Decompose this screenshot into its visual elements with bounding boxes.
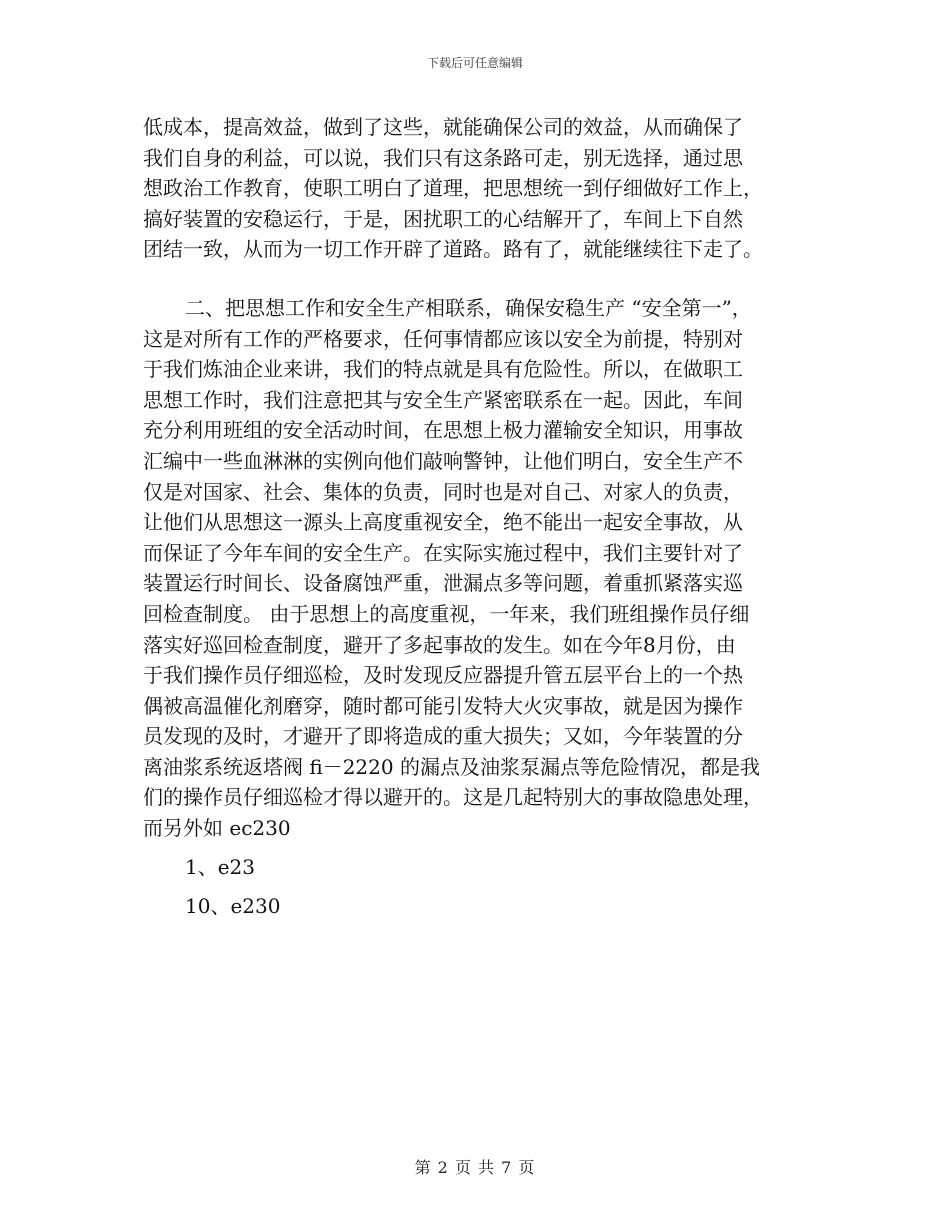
paragraph-line: 落实好巡回检查制度，避开了多起事故的发生。如在今年8月份，由 [143,632,736,657]
paragraph-line: 回检查制度。 由于思想上的高度重视，一年来，我们班组操作员仔细 [143,601,750,626]
paragraph-line: 们的操作员仔细巡检才得以避开的。这是几起特别大的事故隐患处理， [143,785,763,810]
paragraph-line: 偶被高温催化剂磨穿，随时都可能引发特大火灾事故，就是因为操作 [143,693,743,718]
paragraph-2 [143,293,823,844]
paragraph-1 [143,112,823,265]
page-number: 第 2 页 共 7 页 [414,1158,536,1177]
paragraph-line: 搞好装置的安稳运行，于是，困扰职工的心结解开了，车间上下自然 [143,206,743,231]
download-note: 下载后可任意编辑 [426,56,523,70]
paragraph-line: 装置运行时间长、设备腐蚀严重，泄漏点多等问题，着重抓紧落实巡 [143,571,743,596]
paragraph-line: 于我们炼油企业来讲，我们的特点就是具有危险性。所以，在做职工 [143,357,743,382]
paragraph-line: 思想工作时，我们注意把其与安全生产紧密联系在一起。因此，车间 [143,387,743,412]
paragraph-line: 二、把思想工作和安全生产相联系，确保安稳生产 “安全第一”， [185,295,752,320]
paragraph-line: 想政治工作教育，使职工明白了道理，把思想统一到仔细做好工作上， [143,176,763,201]
paragraph-line: 低成本，提高效益，做到了这些，就能确保公司的效益，从而确保了 [143,115,743,139]
document-body [143,112,823,926]
paragraph-line: 而另外如 ec230 [143,816,291,841]
list-item: 1、e23 [185,854,256,879]
paragraph-line: 这是对所有工作的严格要求，任何事情都应该以安全为前提，特别对 [143,326,743,351]
list-item: 10、e230 [185,893,281,918]
paragraph-line: 汇编中一些血淋淋的实例向他们敲响警钟，让他们明白，安全生产不 [143,448,743,473]
paragraph-line: 离油浆系统返塔阀 fi－2220 的漏点及油浆泵漏点等危险情况，都是我 [143,754,760,779]
paragraph-line: 让他们从思想这一源头上高度重视安全，绝不能出一起安全事故，从 [143,510,743,535]
paragraph-spacer [143,265,823,293]
paragraph-line: 仅是对国家、社会、集体的负责，同时也是对自己、对家人的负责， [143,479,743,504]
paragraph-line: 于我们操作员仔细巡检，及时发现反应器提升管五层平台上的一个热 [143,663,743,688]
paragraph-line: 团结一致，从而为一切工作开辟了道路。路有了，就能继续往下走了。 [143,237,763,262]
paragraph-line: 而保证了今年车间的安全生产。在实际实施过程中，我们主要针对了 [143,540,743,565]
paragraph-line: 充分利用班组的安全活动时间，在思想上极力灌输安全知识，用事故 [143,418,743,443]
numbered-list [143,848,823,926]
paragraph-line: 员发现的及时，才避开了即将造成的重大损失；又如，今年装置的分 [143,724,743,749]
paragraph-line: 我们自身的利益，可以说，我们只有这条路可走，别无选择，通过思 [143,145,743,170]
